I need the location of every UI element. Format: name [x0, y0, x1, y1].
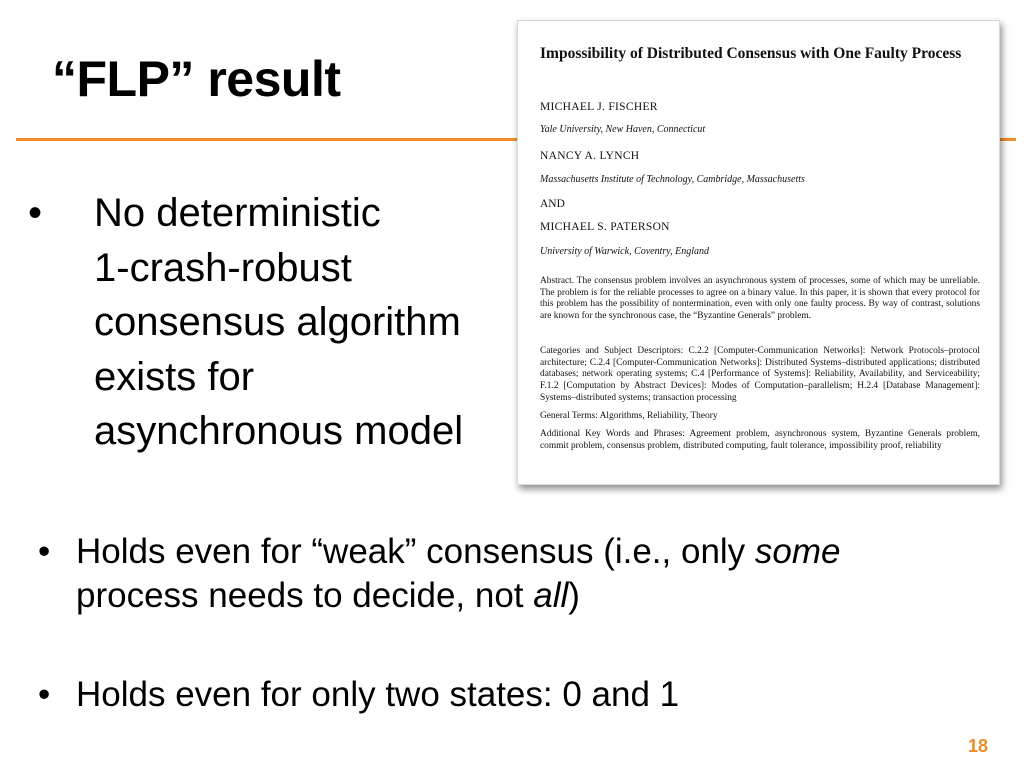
- paper-affiliation: Yale University, New Haven, Connecticut: [540, 124, 706, 135]
- bullet-emphasis: all: [533, 576, 569, 615]
- paper-image: [517, 20, 1000, 485]
- bullet-line: No deterministic: [94, 191, 381, 235]
- paper-affiliation: Massachusetts Institute of Technology, Cambridge, Massachusetts: [540, 174, 805, 185]
- paper-author: MICHAEL J. FISCHER: [540, 101, 658, 113]
- paper-abstract: Abstract. The consensus problem involves an asynchronous system of processes, some of which may be unreliable. The problem is for the reliable processes to agree on a binary value. In this paper, it is shown that every protocol for this problem has the possibility of nontermination, even with only one faulty process. By way of contrast, solutions are known for the synchronous case, the “Byzantine Generals” problem.: [540, 276, 980, 322]
- bullet-text-part: ): [568, 576, 580, 615]
- bullet-line: consensus algorithm: [94, 300, 461, 344]
- paper-categories: Categories and Subject Descriptors: C.2.2 [Computer-Communication Networks]: Network Protocols–protocol architecture; C.2.4 [Computer-Communication Networks]: Distributed Systems–distributed applications; distributed databases; network operating systems; C.4 [Performance of Systems]: Reliability, Availability, and Serviceability; F.1.2 [Computation by Abstract Devices]: Modes of Computation–parallelism; H.2.4 [Database Management]: Systems–distributed systems; transaction processing: [540, 346, 980, 403]
- paper-general-terms: General Terms: Algorithms, Reliability, Theory: [540, 411, 718, 421]
- bullet-mark: •: [38, 675, 51, 714]
- bullet-line: exists for: [94, 354, 255, 399]
- bullet-emphasis: some: [754, 532, 841, 571]
- bullet-line: 1-crash-robust: [94, 245, 352, 290]
- paper-affiliation: University of Warwick, Coventry, England: [540, 246, 710, 257]
- bullet-text-part: Holds even for “weak” consensus (i.e., only: [76, 532, 755, 571]
- bullet-text-part: process needs to decide, not: [76, 576, 534, 615]
- slide-title: “FLP” result: [52, 51, 341, 107]
- bullet-text: [94, 186, 463, 459]
- page-number: 18: [968, 736, 989, 756]
- paper-author: NANCY A. LYNCH: [540, 150, 640, 162]
- paper-and: AND: [540, 198, 565, 210]
- bullet-mark: •: [28, 191, 43, 235]
- bullet-text: Holds even for only two states: 0 and 1: [76, 675, 680, 714]
- bullet-text: [76, 530, 841, 618]
- bullet-line: asynchronous model: [94, 409, 464, 453]
- paper-title: Impossibility of Distributed Consensus with One Faulty Process: [540, 45, 962, 62]
- bullet-mark: •: [38, 532, 51, 571]
- paper-author: MICHAEL S. PATERSON: [540, 221, 670, 233]
- paper-keywords: Additional Key Words and Phrases: Agreement problem, asynchronous system, Byzantine Generals problem, commit problem, consensus problem, distributed computing, fault tolerance, impossibility proof, reliability: [540, 429, 980, 451]
